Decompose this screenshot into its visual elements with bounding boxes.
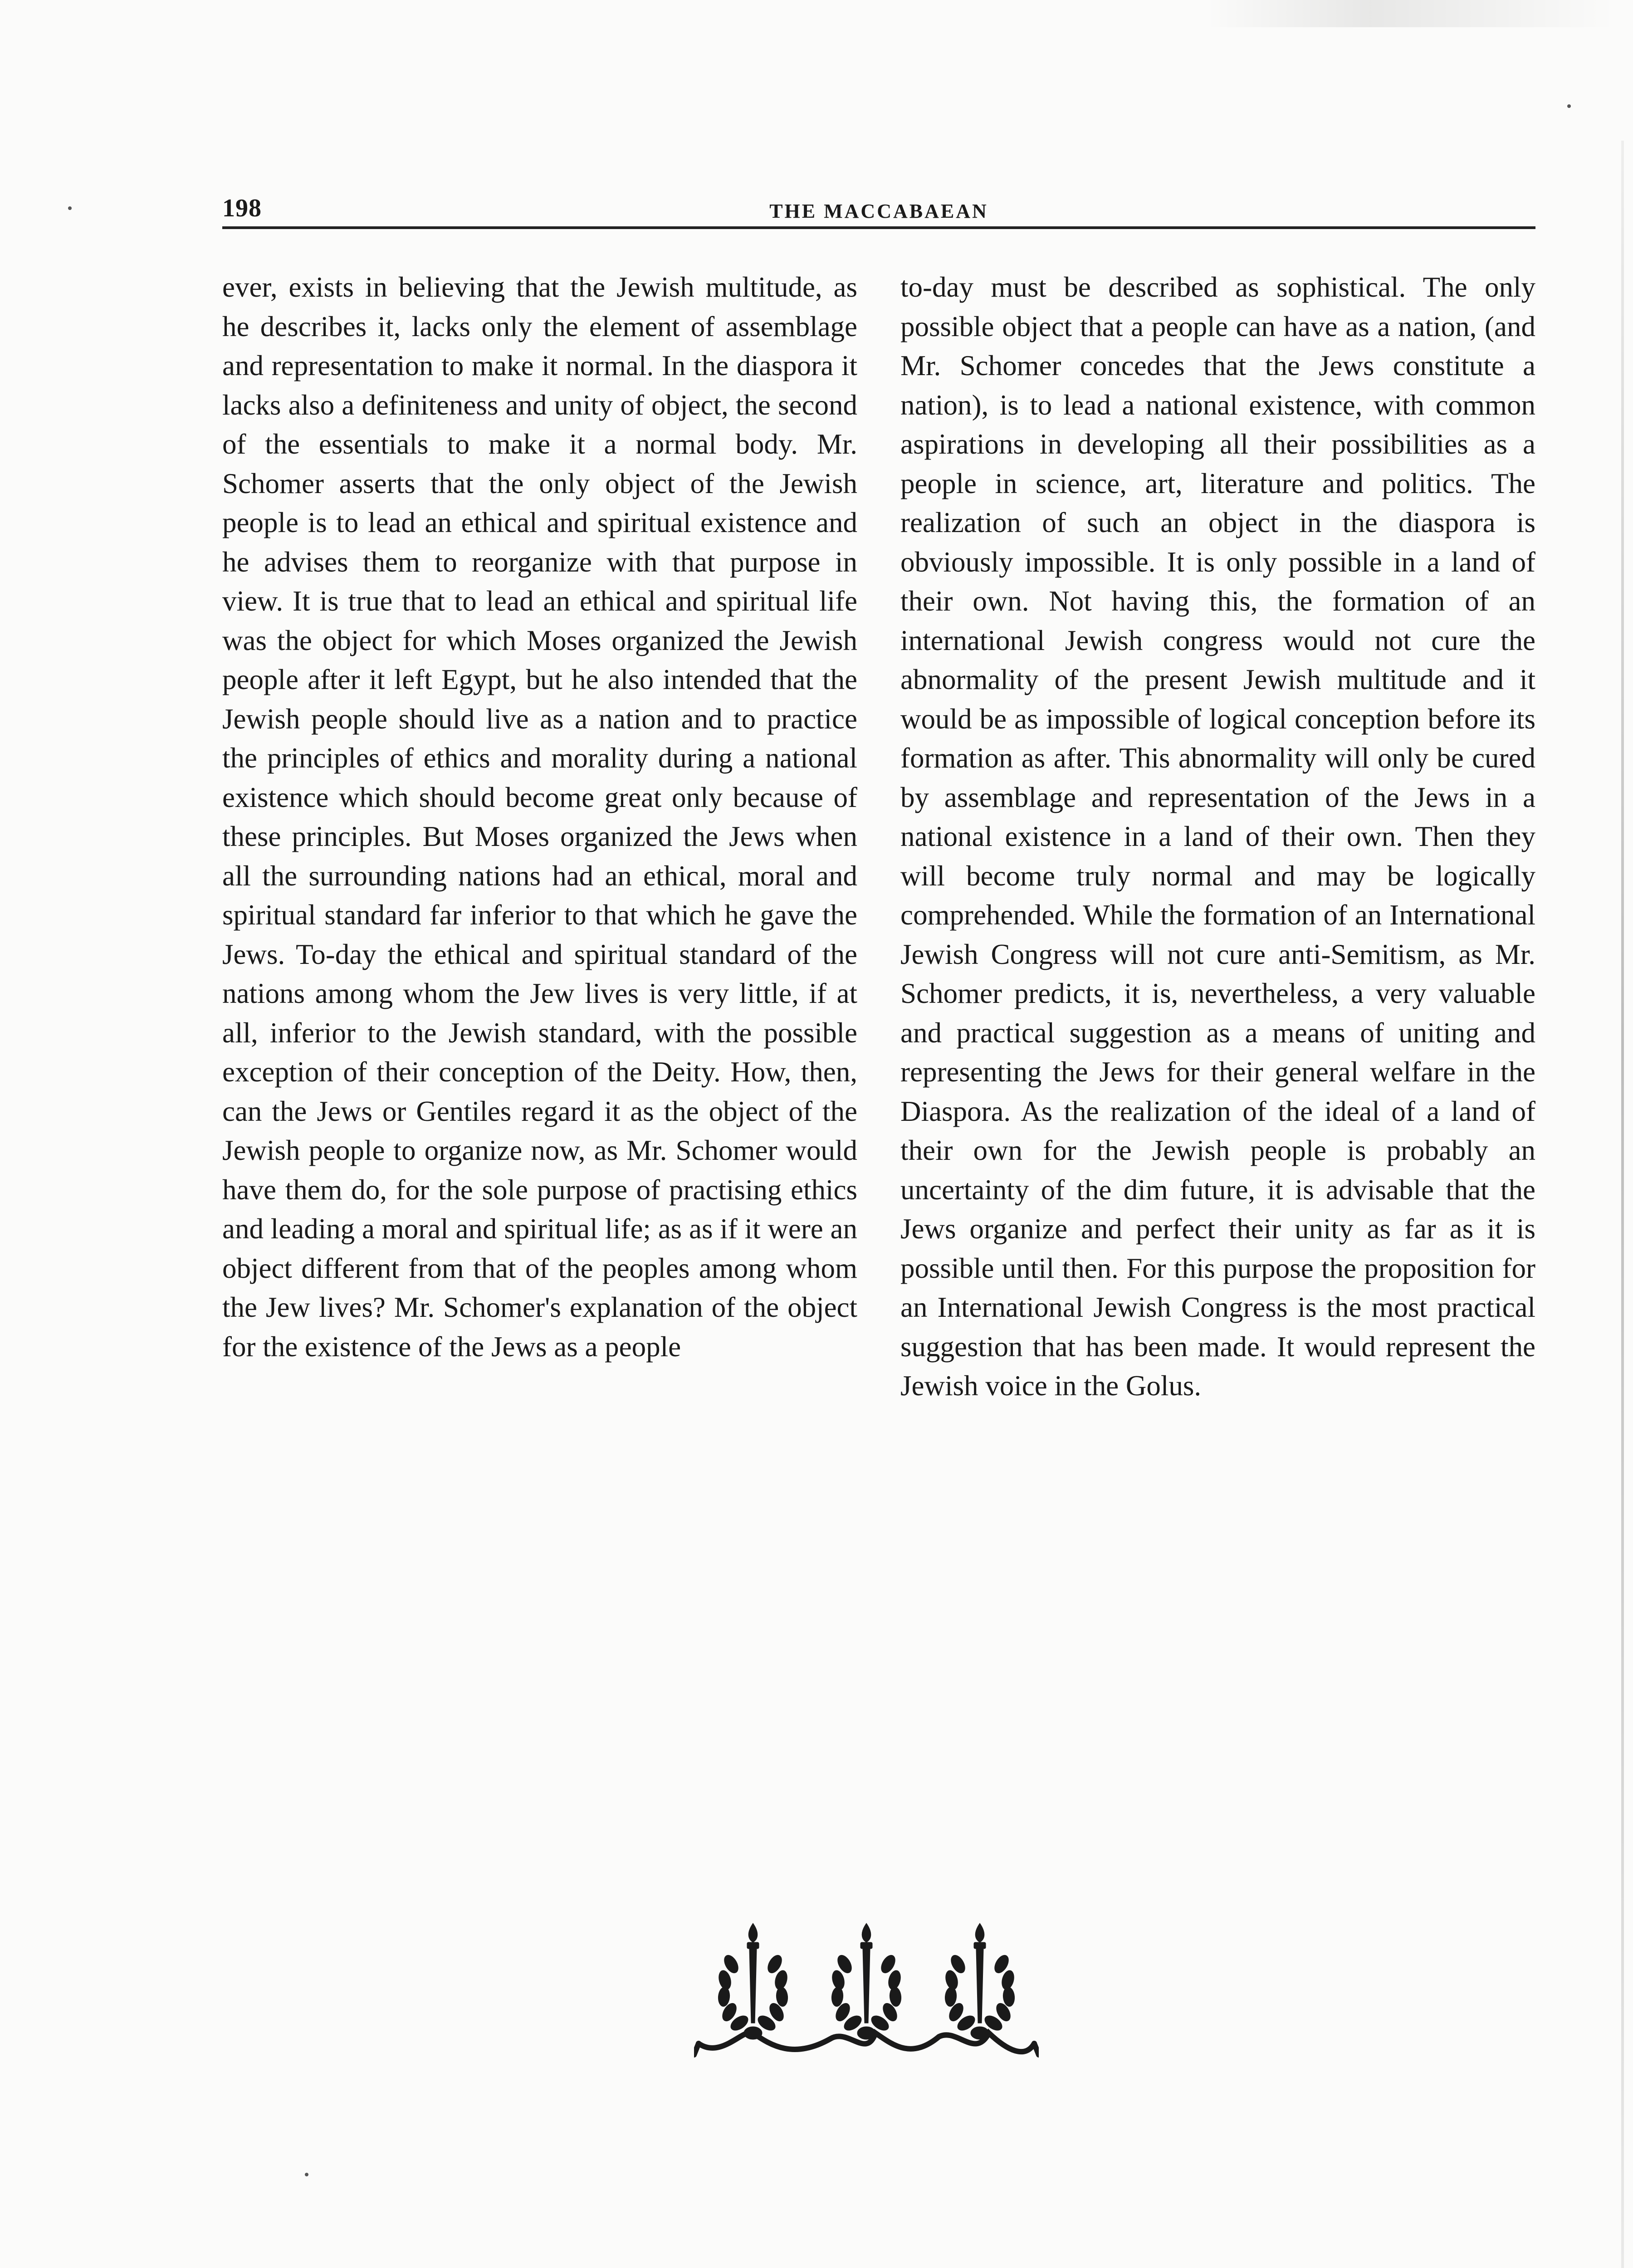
scan-speck: [1567, 104, 1571, 108]
scan-smudge: [1207, 0, 1615, 27]
page-header: [222, 193, 1535, 229]
scan-edge-shadow: [1621, 141, 1624, 2268]
scan-speck: [68, 206, 72, 210]
torch-wreath-ornament-icon: [694, 1914, 1039, 2064]
left-column: [222, 268, 857, 1366]
running-title: THE MACCABAEAN: [769, 200, 988, 222]
page-number: 198: [222, 194, 262, 222]
left-column-text: ever, exists in believing that the Jewish multitude, as he describes it, lacks only the element of assemblage and representation to make it normal. In the diaspora it lacks also a definiteness and unity of object, the second of the essentials to make it a normal body. Mr. Schomer asserts that the only object of the Jewish people is to lead an ethical and spiritual existence and he advises them to reorganize with that purpose in view. It is true that to lead an ethical and spiritual life was the object for which Moses organized the Jewish people after it left Egypt, but he also intended that the Jewish people should live as a nation and to practice the principles of ethics and morality during a national existence which should become great only because of these principles. But Moses organized the Jews when all the surrounding nations had an ethical, moral and spiritual standard far inferior to that which he gave the Jews. To-day the ethical and spiritual standard of the nations among whom the Jew lives is very little, if at all, inferior to the Jewish standard, with the possible exception of their conception of the Deity. How, then, can the Jews or Gentiles regard it as the object of the Jewish people to organize now, as Mr. Schomer would have them do, for the sole purpose of practising ethics and leading a moral and spiritual life; as as if it were an object different from that of the peoples among whom the Jew lives? Mr. Schomer's explanation of the object for the existence of the Jews as a people: [222, 271, 857, 1363]
header-rule: [222, 226, 1535, 229]
right-column: [900, 268, 1535, 1406]
scan-speck: [305, 2173, 308, 2176]
right-column-text: to-day must be described as sophistical. The only possible object that a people can have as a nation, (and Mr. Schomer concedes that the Jews constitute a nation), is to lead a national existence, with common aspirations in developing all their possibilities as a people in science, art, literature and politics. The realization of such an object in the diaspora is obviously impossible. It is only possible in a land of their own. Not having this, the formation of an international Jewish congress would not cure the abnormality of the present Jewish multitude and it would be as impossible of logical conception before its formation as after. This abnormality will only be cured by assemblage and representation of the Jews in a national existence in a land of their own. Then they will become truly normal and may be logically comprehended. While the formation of an International Jewish Congress will not cure anti-Semitism, as Mr. Schomer predicts, it is, nevertheless, a very valuable and practical suggestion as a means of uniting and representing the Jews for their general welfare in the Diaspora. As the realization of the ideal of a land of their own for the Jewish people is probably an uncertainty of the dim future, it is advisable that the Jews organize and perfect their unity as far as it is possible until then. For this purpose the proposition for an International Jewish Congress is the most practical suggestion that has been made. It would represent the Jewish voice in the Golus.: [900, 271, 1535, 1402]
